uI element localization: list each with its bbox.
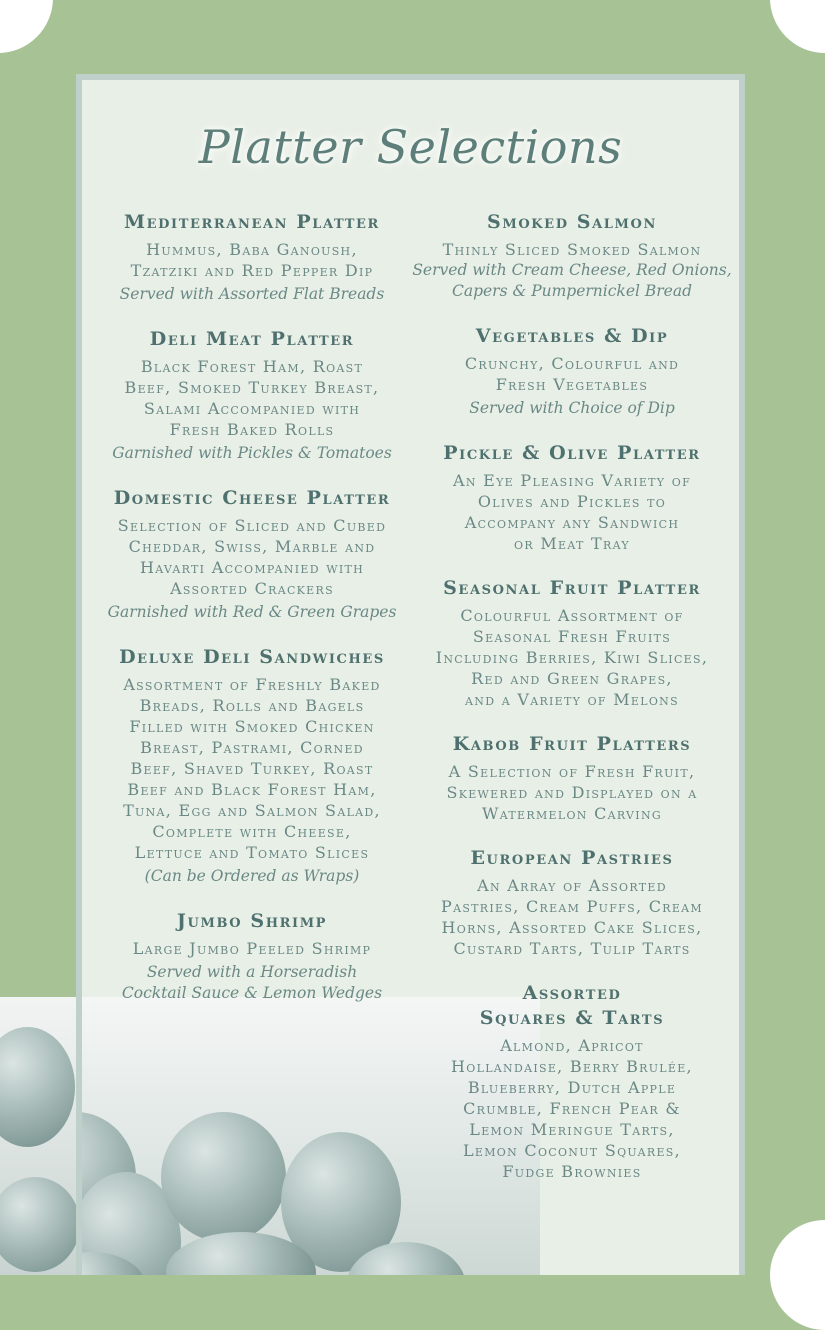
item-description-line: Custard Tarts, Tulip Tarts <box>453 939 691 958</box>
item-description-line: Colourful Assortment of <box>460 606 684 625</box>
item-description-line: and a Variety of Melons <box>465 690 679 709</box>
menu-item-pickle-and-olive-platter <box>412 441 732 554</box>
item-name: Assorted <box>522 982 622 1004</box>
item-note-line: Cocktail Sauce & Lemon Wedges <box>121 984 383 1002</box>
item-description-line: Lettuce and Tomato Slices <box>134 843 370 862</box>
corner-cutout-bottom-right <box>770 1220 825 1330</box>
item-description-line: Hollandaise, Berry Brulée, <box>451 1057 693 1076</box>
menu-item-deluxe-deli-sandwiches <box>92 645 412 887</box>
item-description-line: Pastries, Cream Puffs, Cream <box>441 897 703 916</box>
menu-item-smoked-salmon <box>412 210 732 302</box>
item-note-line: Served with Cream Cheese, Red Onions, <box>412 261 732 279</box>
item-description-line: Olives and Pickles to <box>477 492 667 511</box>
item-name: Deluxe Deli Sandwiches <box>119 646 385 668</box>
item-description-line: Blueberry, Dutch Apple <box>467 1078 677 1097</box>
olive <box>161 1112 286 1242</box>
item-note-line: (Can be Ordered as Wraps) <box>144 867 360 885</box>
item-note-line: Capers & Pumpernickel Bread <box>451 282 693 300</box>
item-description-line: Complete with Cheese, <box>152 822 352 841</box>
item-description-line: Lemon Coconut Squares, <box>462 1141 682 1160</box>
menu-item-kabob-fruit-platters <box>412 732 732 824</box>
item-description-line: Assorted Crackers <box>170 579 334 598</box>
item-description-line: Including Berries, Kiwi Slices, <box>435 648 709 667</box>
item-description-line: Thinly Sliced Smoked Salmon <box>442 240 702 259</box>
item-description-line: Seasonal Fresh Fruits <box>472 627 672 646</box>
menu-item-european-pastries <box>412 846 732 959</box>
menu-item-jumbo-shrimp <box>92 909 412 1004</box>
item-description-line: Selection of Sliced and Cubed <box>117 516 387 535</box>
item-name: Jumbo Shrimp <box>176 910 328 932</box>
item-description-line: A Selection of Fresh Fruit, <box>448 762 696 781</box>
corner-cutout-top-left <box>0 0 53 53</box>
page-title: Platter Selections <box>198 120 623 174</box>
menu-item-mediterranean-platter <box>92 210 412 305</box>
item-description-line: or Meat Tray <box>514 534 630 553</box>
item-note-line: Served with a Horseradish <box>146 963 358 981</box>
item-name: Smoked Salmon <box>487 211 657 233</box>
item-note-line: Garnished with Pickles & Tomatoes <box>112 444 392 462</box>
item-description-line: Beef and Black Forest Ham, <box>127 780 377 799</box>
item-note-line: Garnished with Red & Green Grapes <box>107 603 397 621</box>
menu-panel <box>76 74 745 1275</box>
item-description-line: Cheddar, Swiss, Marble and <box>128 537 376 556</box>
item-description-line: Accompany any Sandwich <box>464 513 680 532</box>
menu-item-deli-meat-platter <box>92 327 412 464</box>
item-description-line: Salami Accompanied with <box>143 399 361 418</box>
item-description-line: Havarti Accompanied with <box>139 558 365 577</box>
item-description-line: An Eye Pleasing Variety of <box>452 471 692 490</box>
item-name: Seasonal Fruit Platter <box>443 577 701 599</box>
item-description-line: An Array of Assorted <box>477 876 667 895</box>
item-description-line: Assortment of Freshly Baked <box>123 675 381 694</box>
item-name: Pickle & Olive Platter <box>443 442 701 464</box>
item-note-line: Served with Assorted Flat Breads <box>119 285 385 303</box>
item-name: Mediterranean Platter <box>124 211 380 233</box>
menu-item-domestic-cheese-platter <box>92 486 412 623</box>
item-description-line: Tuna, Egg and Salmon Salad, <box>123 801 381 820</box>
menu-item-vegetables-and-dip <box>412 324 732 419</box>
item-description-line: Black Forest Ham, Roast <box>140 357 364 376</box>
item-name: Kabob Fruit Platters <box>452 733 692 755</box>
item-description-line: Tzatziki and Red Pepper Dip <box>130 261 374 280</box>
item-name: Deli Meat Platter <box>149 328 355 350</box>
item-description-line: Almond, Apricot <box>500 1036 644 1055</box>
item-description-line: Filled with Smoked Chicken <box>129 717 375 736</box>
item-description-line: Red and Green Grapes, <box>471 669 673 688</box>
corner-cutout-top-right <box>770 0 825 53</box>
menu-panel-inner <box>82 80 739 1275</box>
item-description-line: Watermelon Carving <box>482 804 662 823</box>
item-description-line: Fresh Baked Rolls <box>169 420 335 439</box>
item-description-line: Beef, Smoked Turkey Breast, <box>124 378 380 397</box>
item-description-line: Skewered and Displayed on a <box>446 783 698 802</box>
item-description-line: Crunchy, Colourful and <box>464 354 680 373</box>
item-description-line: Lemon Meringue Tarts, <box>469 1120 675 1139</box>
item-description-line: Fudge Brownies <box>502 1162 642 1181</box>
item-description-line: Horns, Assorted Cake Slices, <box>441 918 703 937</box>
item-description-line: Fresh Vegetables <box>495 375 649 394</box>
item-note-line: Served with Choice of Dip <box>469 399 675 417</box>
menu-item-seasonal-fruit-platter <box>412 576 732 710</box>
item-name: European Pastries <box>470 847 674 869</box>
olives-photo-edge <box>0 997 76 1275</box>
item-description-line: Breads, Rolls and Bagels <box>139 696 365 715</box>
item-description-line: Breast, Pastrami, Corned <box>140 738 364 757</box>
item-description-line: Hummus, Baba Ganoush, <box>146 240 358 259</box>
left-column <box>92 210 412 1026</box>
item-description-line: Large Jumbo Peeled Shrimp <box>132 939 372 958</box>
right-column <box>412 210 732 1204</box>
item-name: Vegetables & Dip <box>475 325 669 347</box>
item-description-line: Crumble, French Pear & <box>463 1099 681 1118</box>
item-name: Squares & Tarts <box>479 1007 665 1029</box>
item-description-line: Beef, Shaved Turkey, Roast <box>130 759 374 778</box>
item-name: Domestic Cheese Platter <box>113 487 391 509</box>
menu-item-assorted-squares-and-tarts <box>412 981 732 1182</box>
